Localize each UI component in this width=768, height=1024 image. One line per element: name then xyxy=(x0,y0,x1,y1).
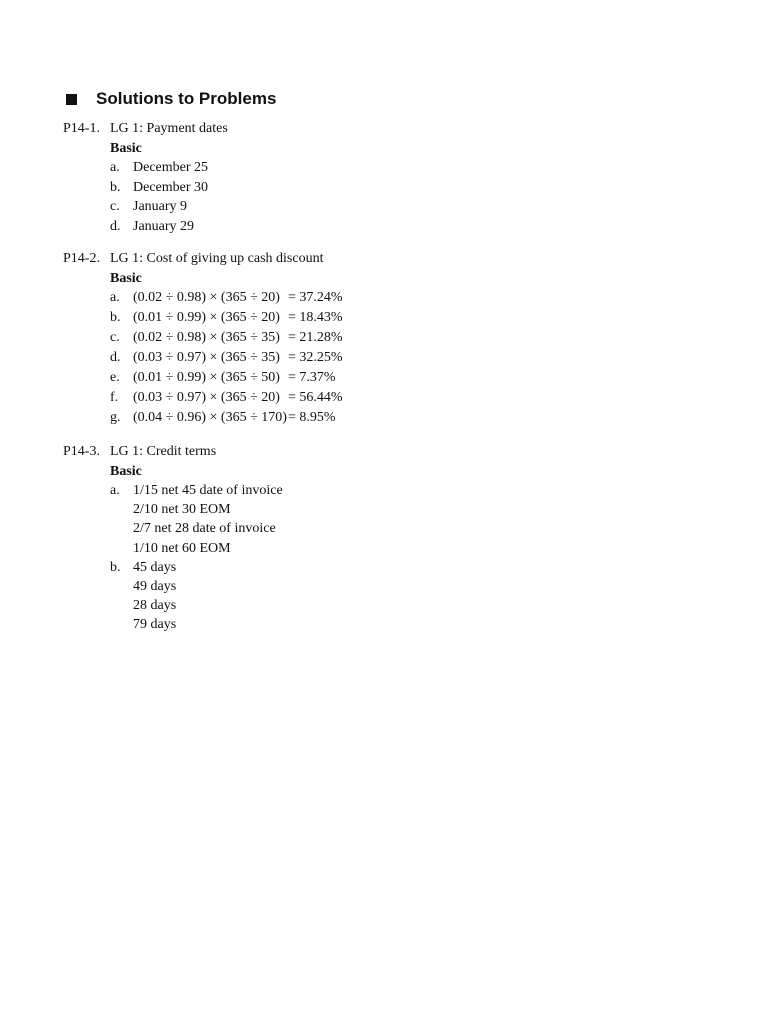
item-text: 79 days xyxy=(133,617,177,633)
item-letter: d. xyxy=(110,218,121,234)
answer-item xyxy=(63,158,713,178)
item-text: 2/7 net 28 date of invoice xyxy=(133,521,276,537)
answer-item xyxy=(63,197,713,217)
problem-number: P14-1. xyxy=(63,121,100,136)
square-bullet-icon xyxy=(66,94,77,105)
problem-level xyxy=(63,269,713,289)
problem-title: LG 1: Credit terms xyxy=(110,444,217,459)
level-label: Basic xyxy=(110,270,142,286)
days-line xyxy=(63,577,713,596)
answer-item xyxy=(63,217,713,237)
item-text: 45 days xyxy=(133,559,177,575)
item-result: = 56.44% xyxy=(288,390,343,405)
problem-p14-1 xyxy=(63,119,713,236)
section-heading-text: Solutions to Problems xyxy=(96,89,277,108)
credit-term-line xyxy=(63,539,713,558)
formula-item xyxy=(63,368,713,388)
item-letter: b. xyxy=(110,559,121,575)
credit-term-line xyxy=(63,519,713,538)
problem-title: LG 1: Payment dates xyxy=(110,121,228,136)
problem-p14-3 xyxy=(63,442,713,635)
item-letter: a. xyxy=(110,160,120,175)
item-letter: a. xyxy=(110,290,120,305)
item-result: = 21.28% xyxy=(288,330,343,345)
item-result: = 8.95% xyxy=(288,410,336,425)
item-formula: (0.02 ÷ 0.98) × (365 ÷ 35) xyxy=(133,330,280,345)
formula-item xyxy=(63,388,713,408)
item-formula: (0.01 ÷ 0.99) × (365 ÷ 20) xyxy=(133,310,280,325)
days-line xyxy=(63,596,713,615)
days-line xyxy=(63,615,713,634)
formula-item xyxy=(63,308,713,328)
item-text: 28 days xyxy=(133,598,177,614)
formula-item xyxy=(63,348,713,368)
item-result: = 37.24% xyxy=(288,290,343,305)
formula-item xyxy=(63,408,713,428)
item-text: December 30 xyxy=(133,179,209,195)
item-text: January 29 xyxy=(133,218,195,234)
item-result: = 7.37% xyxy=(288,370,336,385)
item-text: 1/15 net 45 date of invoice xyxy=(133,483,283,498)
item-formula: (0.02 ÷ 0.98) × (365 ÷ 20) xyxy=(133,290,280,305)
item-formula: (0.03 ÷ 0.97) × (365 ÷ 20) xyxy=(133,390,280,405)
item-text: December 25 xyxy=(133,160,209,175)
problem-number: P14-3. xyxy=(63,444,100,459)
problem-header xyxy=(63,119,713,139)
item-text: 2/10 net 30 EOM xyxy=(133,502,231,518)
item-formula: (0.01 ÷ 0.99) × (365 ÷ 50) xyxy=(133,370,280,385)
item-letter: c. xyxy=(110,330,120,345)
problem-header xyxy=(63,249,713,269)
item-formula: (0.04 ÷ 0.96) × (365 ÷ 170) xyxy=(133,410,287,425)
section-heading xyxy=(63,88,276,110)
problem-level xyxy=(63,139,713,159)
item-letter: c. xyxy=(110,199,120,214)
item-text: 49 days xyxy=(133,578,177,594)
item-letter: e. xyxy=(110,370,120,385)
item-letter: a. xyxy=(110,483,120,498)
problem-p14-2 xyxy=(63,249,713,428)
item-text: January 9 xyxy=(133,199,188,214)
item-result: = 18.43% xyxy=(288,310,343,325)
item-letter: f. xyxy=(110,390,119,405)
item-text: 1/10 net 60 EOM xyxy=(133,540,231,556)
item-letter: g. xyxy=(110,410,121,425)
level-label: Basic xyxy=(110,463,142,479)
credit-term-line xyxy=(63,500,713,519)
item-result: = 32.25% xyxy=(288,350,343,365)
problem-level xyxy=(63,462,713,482)
formula-item xyxy=(63,288,713,308)
days-line xyxy=(63,558,713,577)
problem-header xyxy=(63,442,713,462)
formula-item xyxy=(63,328,713,348)
item-formula: (0.03 ÷ 0.97) × (365 ÷ 35) xyxy=(133,350,280,365)
item-letter: d. xyxy=(110,350,121,365)
item-letter: b. xyxy=(110,179,121,195)
level-label: Basic xyxy=(110,140,142,156)
problem-number: P14-2. xyxy=(63,251,100,266)
answer-item xyxy=(63,178,713,198)
item-letter: b. xyxy=(110,310,121,325)
credit-term-line xyxy=(63,481,713,500)
problem-title: LG 1: Cost of giving up cash discount xyxy=(110,251,324,266)
